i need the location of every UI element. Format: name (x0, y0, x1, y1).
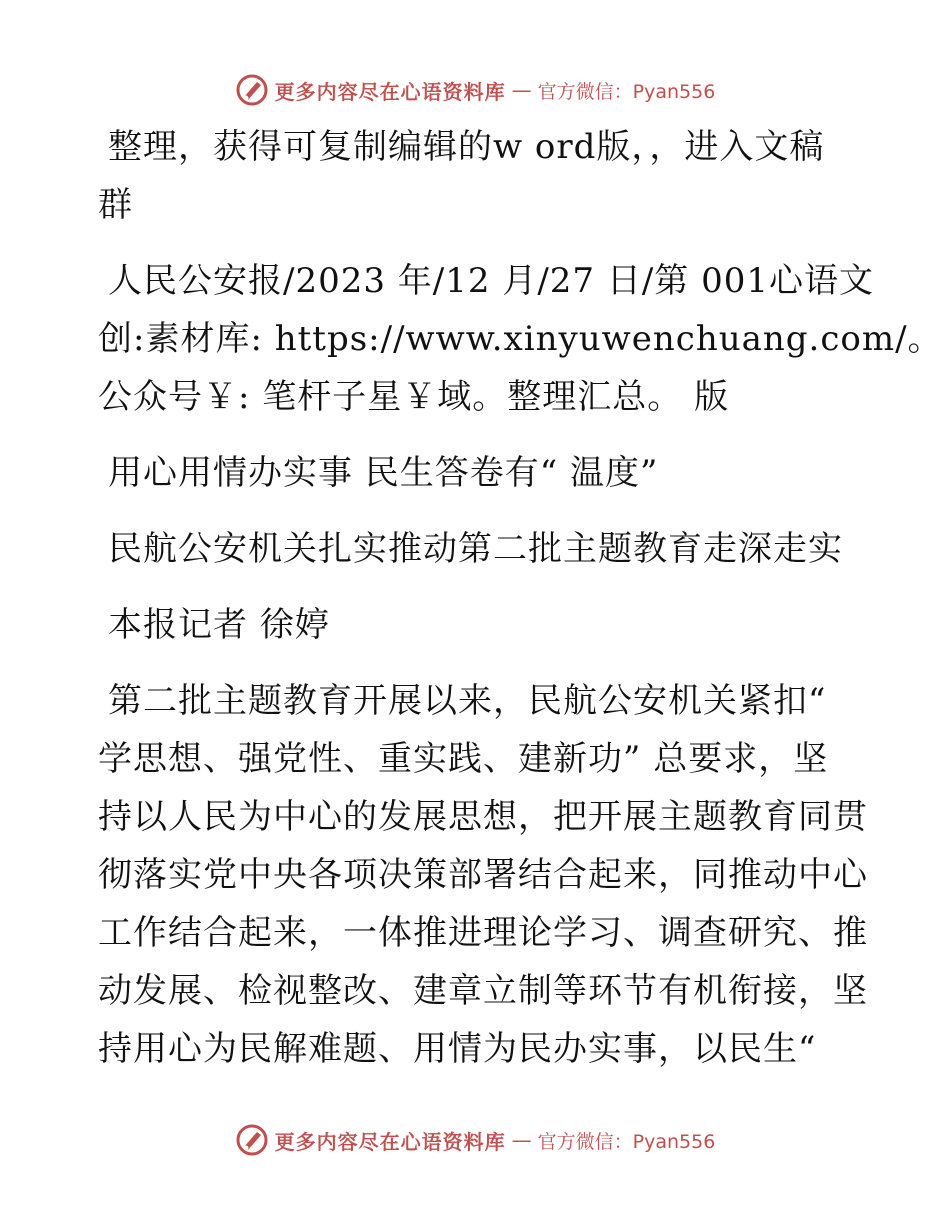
intro-line: 群 (98, 185, 133, 225)
banner-separator: — (511, 78, 532, 102)
footer-banner (0, 1120, 950, 1160)
banner-wechat: 官方微信：Pyan556 (537, 80, 716, 103)
pen-seal-icon (235, 73, 269, 107)
body-line: 学思想、强党性、重实践、建新功” 总要求，坚 (98, 739, 829, 779)
source-line: 公众号￥: 笔杆子星￥域。整理汇总。 版 (98, 377, 730, 417)
body-line: 动发展、检视整改、建章立制等环节有机衔接，坚 (98, 971, 868, 1011)
pen-seal-icon (235, 1123, 269, 1157)
source-line: 人民公安报/2023 年/12 月/27 日/第 001心语文 (108, 261, 875, 301)
banner-separator: — (511, 1128, 532, 1152)
body-line: 第二批主题教育开展以来，民航公安机关紧扣“ (108, 681, 827, 721)
banner-wechat: 官方微信：Pyan556 (537, 1130, 716, 1153)
article-byline: 本报记者 徐婷 (108, 605, 330, 645)
body-line: 工作结合起来，一体推进理论学习、调查研究、推 (98, 913, 868, 953)
intro-line: 整理，获得可复制编辑的w ord版，，进入文稿 (108, 127, 825, 167)
banner-title: 更多内容尽在心语资料库 (274, 79, 506, 104)
body-line: 彻落实党中央各项决策部署结合起来，同推动中心 (98, 855, 868, 895)
header-banner (0, 70, 950, 110)
article-headline: 用心用情办实事 民生答卷有“ 温度” (108, 453, 659, 493)
article-subheadline: 民航公安机关扎实推动第二批主题教育走深走实 (108, 529, 843, 569)
body-line: 持用心为民解难题、用情为民办实事，以民生“ (98, 1029, 817, 1069)
document-body (98, 118, 943, 1078)
banner-title: 更多内容尽在心语资料库 (274, 1129, 506, 1154)
source-line: 创:素材库: https://www.xinyuwenchuang.com/。 (98, 319, 943, 359)
body-line: 持以人民为中心的发展思想，把开展主题教育同贯 (98, 797, 868, 837)
